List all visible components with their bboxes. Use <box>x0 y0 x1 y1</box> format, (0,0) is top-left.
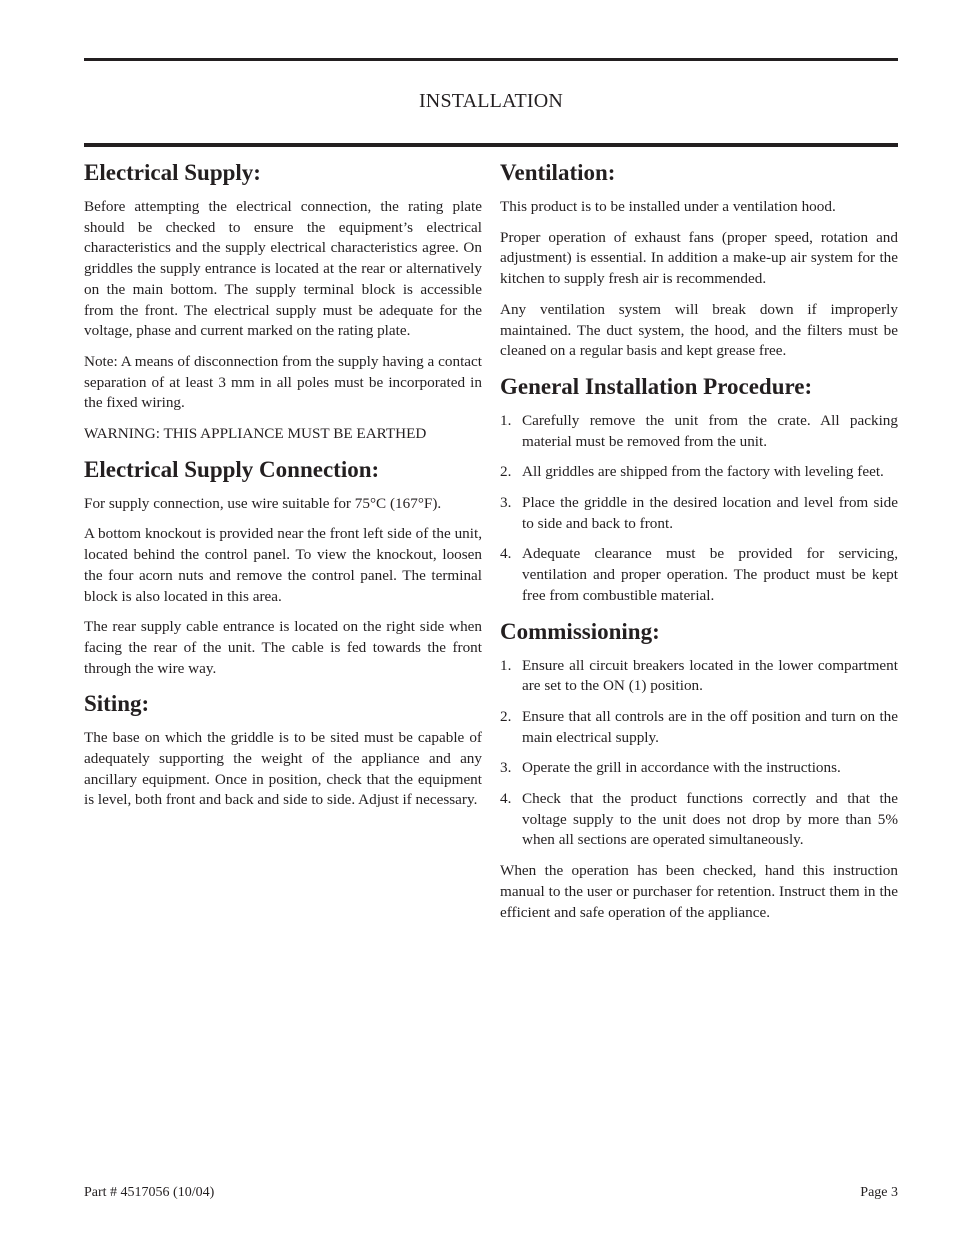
paragraph: The rear supply cable entrance is located on the right side when facing the rear of the unit. The cable is fed towards the front through the wire way. <box>84 618 482 677</box>
closing-paragraph: When the operation has been checked, hand this instruction manual to the user or purchaser for retention. Instruct them in the efficient and safe operation of the appliance. <box>500 862 898 921</box>
list-text: Ensure that all controls are in the off position and turn on the main electrical supply. <box>522 707 898 746</box>
section-heading: Ventilation: <box>500 160 616 185</box>
list-number: 3. <box>500 494 512 512</box>
page-number: Page 3 <box>860 1185 898 1200</box>
list-item <box>500 656 898 697</box>
commissioning-section <box>500 617 898 924</box>
list-number: 3. <box>500 759 512 777</box>
paragraph: Any ventilation system will break down if improperly maintained. The duct system, the hood, and the filters must be cleaned on a regular basis and kept grease free. <box>500 300 898 360</box>
list-text: Carefully remove the unit from the crate. All packing material must be removed from the unit. <box>522 411 898 450</box>
list-item <box>500 789 898 851</box>
list-text: Operate the grill in accordance with the instructions. <box>522 759 841 777</box>
list-item <box>500 544 898 606</box>
list-text: Adequate clearance must be provided for servicing, ventilation and proper operation. The product must be kept free from combustible material. <box>522 545 898 604</box>
paragraph: Before attempting the electrical connection, the rating plate should be checked to ensure the equipment’s electrical characteristics and the supply electrical characteristics agree. On griddles the supply entrance is located at the rear or alternatively on the main bottom. The supply terminal block is accessible from the front. The electrical supply must be adequate for the voltage, phase and current marked on the rating plate. <box>84 198 482 340</box>
part-number: Part # 4517056 (10/04) <box>84 1185 215 1200</box>
supply-connection-section <box>84 455 482 680</box>
section-heading: Electrical Supply: <box>84 160 261 185</box>
list-item <box>500 707 898 748</box>
siting-section <box>84 689 482 811</box>
section-heading: Electrical Supply Connection: <box>84 456 380 482</box>
paragraph: For supply connection, use wire suitable for 75°C (167°F). <box>84 494 442 512</box>
list-item <box>500 758 898 779</box>
left-column <box>84 158 482 821</box>
paragraph: This product is to be installed under a ventilation hood. <box>500 198 836 215</box>
paragraph: Note: A means of disconnection from the supply having a contact separation of at least 3 mm in all poles must be incorporated in the fixed wiring. <box>84 352 482 412</box>
top-rule <box>84 58 898 61</box>
list-text: All griddles are shipped from the factory with leveling feet. <box>522 463 884 481</box>
list-text: Check that the product functions correctly and that the voltage supply to the unit does not drop by more than 5% when all sections are operated simultaneously. <box>522 790 898 849</box>
list-number: 4. <box>500 790 512 808</box>
section-heading: General Installation Procedure: <box>500 373 813 399</box>
list-item <box>500 462 898 483</box>
list-item <box>500 411 898 452</box>
paragraph: A bottom knockout is provided near the front left side of the unit, located behind the control panel. To view the knockout, loosen the four acorn nuts and remove the control panel. The terminal block is also located in this area. <box>84 525 482 605</box>
page-title: INSTALLATION <box>418 90 564 112</box>
header-rule <box>84 143 898 147</box>
list-text: Ensure all circuit breakers located in the lower compartment are set to the ON (1) position. <box>522 656 898 695</box>
paragraph: The base on which the griddle is to be sited must be capable of adequately supporting the weight of the appliance and any ancillary equipment. Once in position, check that the equipment is level, both front and back and side to side. Adjust if necessary. <box>84 729 482 809</box>
list-number: 2. <box>500 463 512 481</box>
ventilation-section <box>500 158 898 362</box>
paragraph: Proper operation of exhaust fans (proper speed, rotation and adjustment) is essential. In addition a make-up air system for the kitchen to supply fresh air is recommended. <box>500 228 898 288</box>
list-number: 1. <box>500 411 512 429</box>
electrical-supply-section <box>84 158 482 445</box>
commissioning-list <box>500 656 898 852</box>
list-text: Place the griddle in the desired location and level from side to side and back to front. <box>522 494 898 532</box>
list-number: 4. <box>500 545 512 563</box>
section-heading: Commissioning: <box>500 618 660 644</box>
list-number: 1. <box>500 656 512 674</box>
procedure-list <box>500 411 898 607</box>
warning-text: WARNING: THIS APPLIANCE MUST BE EARTHED <box>84 425 427 443</box>
section-heading: Siting: <box>84 691 150 717</box>
right-column <box>500 158 898 933</box>
general-procedure-section <box>500 372 898 607</box>
list-item <box>500 493 898 534</box>
list-number: 2. <box>500 707 512 725</box>
